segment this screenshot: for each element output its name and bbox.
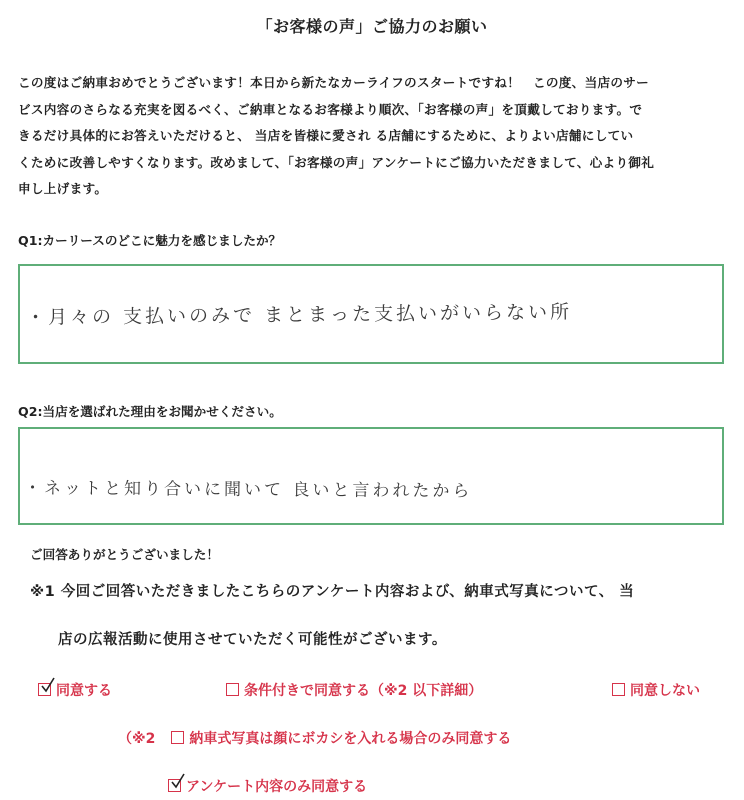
- consent-disagree-option[interactable]: [612, 680, 700, 700]
- intro-line: この度はご納車おめでとうございます！本日から新たなカーライフのスタートですね！ この度、当店のサー: [18, 75, 650, 90]
- q2-answer-box[interactable]: [18, 427, 724, 525]
- q1-answer-box[interactable]: [18, 264, 724, 364]
- thanks-text: ご回答ありがとうございました！: [30, 547, 219, 562]
- intro-line: ビス内容のさらなる充実を図るべく、ご納車となるお客様より順次、「お客様の声」を頂戴しております。で: [18, 101, 643, 117]
- intro-line: 申し上げます。: [18, 181, 108, 196]
- detail-prefix: （※2: [118, 731, 156, 747]
- q2-answer-text: ・ネットと知り合いに聞いて 良いと言われたから: [23, 478, 473, 502]
- intro-text: [18, 70, 730, 203]
- blur-checkbox[interactable]: [171, 731, 184, 744]
- blur-label: 納車式写真は顔にボカシを入れる場合のみ同意する: [189, 731, 512, 747]
- consent-agree-option[interactable]: [38, 680, 112, 700]
- q1-answer-text: ・月々の 支払いのみで まとまった支払いがいらない所: [25, 301, 573, 329]
- conditional-label: 条件付きで同意する（※2 以下詳細）: [244, 683, 483, 699]
- intro-line: くために改善しやすくなります。改めまして、「お客様の声」アンケートにご協力いただきまして、心より御礼: [18, 154, 655, 170]
- checkmark-icon: [171, 773, 185, 789]
- disagree-label: 同意しない: [630, 683, 700, 699]
- agree-checkbox[interactable]: [38, 683, 51, 696]
- checkmark-icon: [41, 677, 55, 693]
- q2-question: Q2:当店を選ばれた理由をお聞かせください。: [18, 404, 282, 419]
- consent-survey-only-option[interactable]: [168, 776, 367, 796]
- note-line: ※1 今回ご回答いただきましたこちらのアンケート内容および、納車式写真について、 当: [30, 584, 635, 600]
- q1-question: Q1:カーリースのどこに魅力を感じましたか？: [18, 233, 282, 248]
- agree-label: 同意する: [56, 683, 112, 699]
- consent-conditional-option[interactable]: [226, 680, 482, 700]
- note-line: 店の広報活動に使用させていただく可能性がございます。: [58, 632, 447, 648]
- disagree-checkbox[interactable]: [612, 683, 625, 696]
- page-title: 「お客様の声」ご協力のお願い: [256, 17, 488, 36]
- survey-only-label: アンケート内容のみ同意する: [186, 779, 368, 795]
- conditional-checkbox[interactable]: [226, 683, 239, 696]
- intro-line: きるだけ具体的にお答えいただけると、 当店を皆様に愛され る店舗にするために、よりよい店舗にしてい: [18, 128, 634, 143]
- consent-blur-option[interactable]: [118, 728, 511, 748]
- survey-only-checkbox[interactable]: [168, 779, 181, 792]
